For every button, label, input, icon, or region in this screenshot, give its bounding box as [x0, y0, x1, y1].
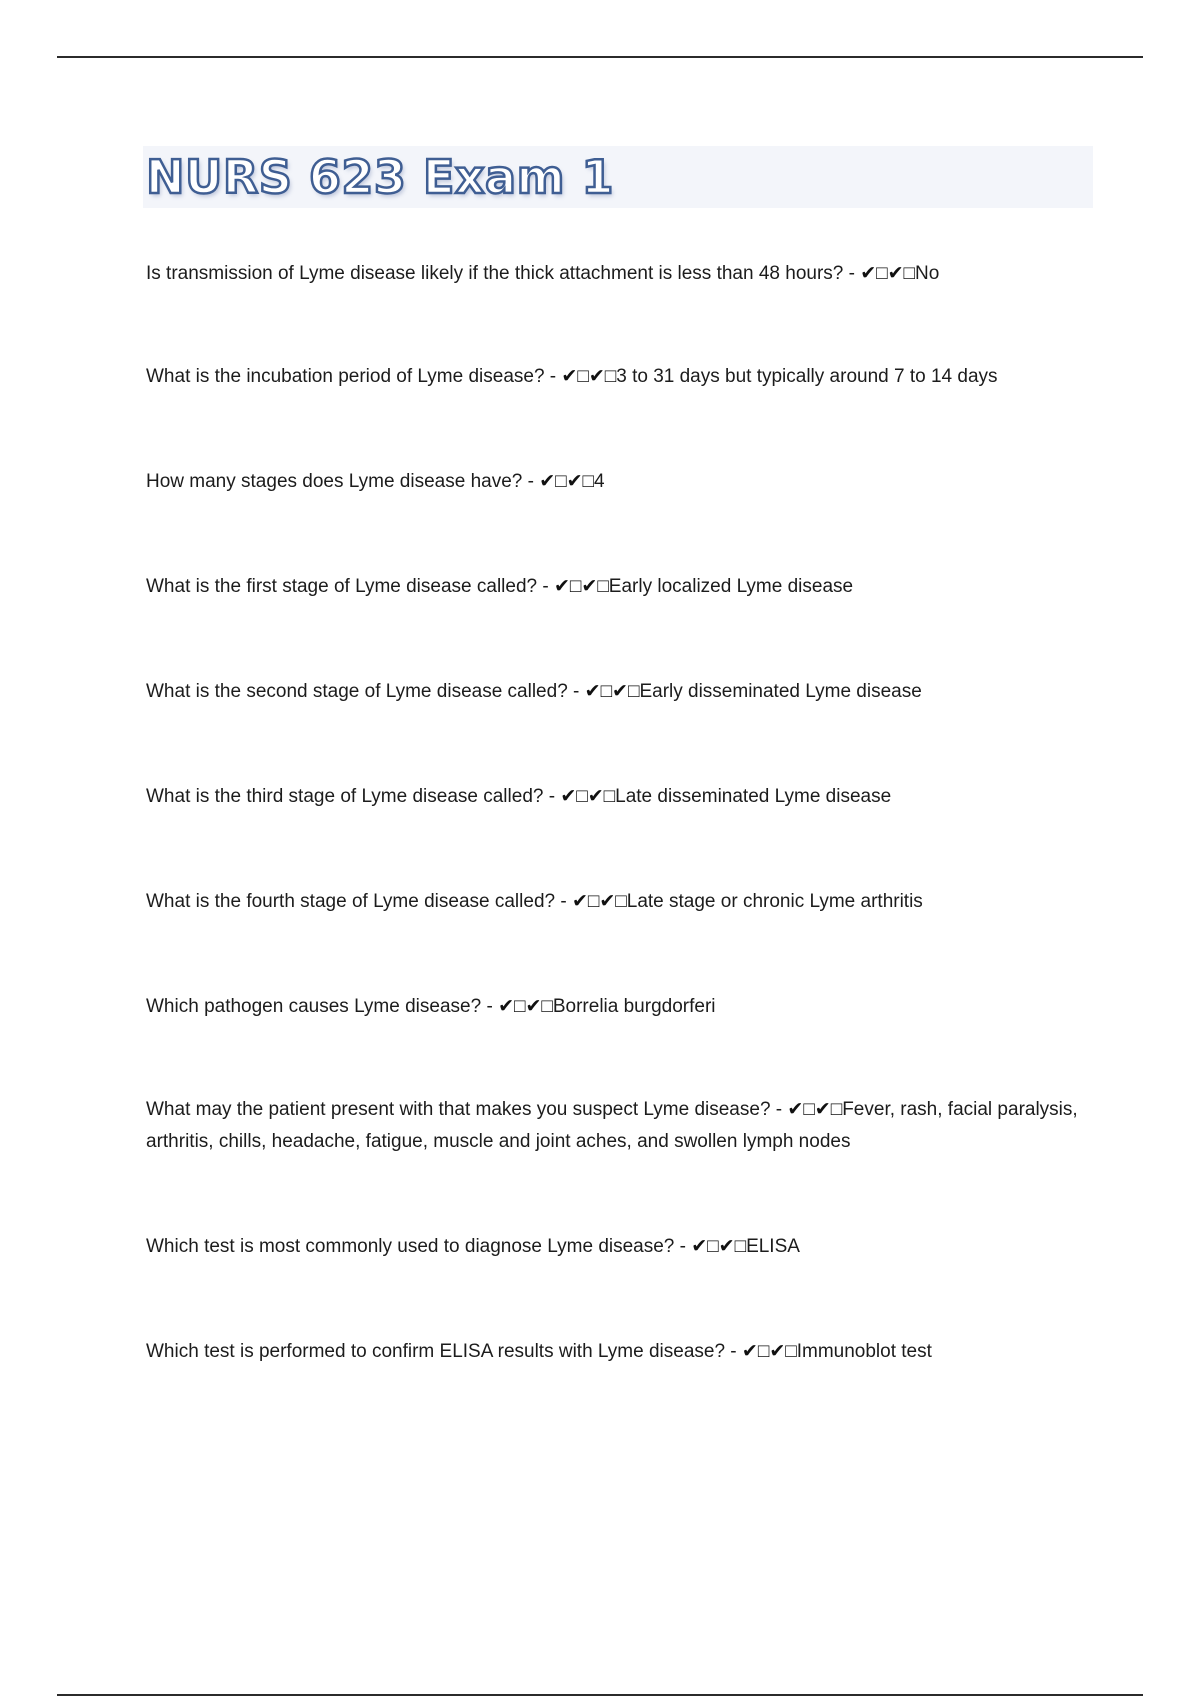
- qa-item: [146, 886, 1096, 918]
- qa-item: [146, 258, 1096, 290]
- answer-text: Early localized Lyme disease: [608, 576, 854, 597]
- check-mark-icon: ✔□✔□: [571, 891, 627, 912]
- question-text: Which pathogen causes Lyme disease?: [146, 996, 482, 1017]
- answer-text: 3 to 31 days but typically around 7 to 14 days: [616, 366, 998, 387]
- question-text: What may the patient present with that makes you suspect Lyme disease?: [146, 1099, 771, 1120]
- qa-item: [146, 676, 1096, 708]
- answer-text: Early disseminated Lyme disease: [639, 681, 922, 702]
- answer-text: No: [915, 263, 940, 284]
- question-text: How many stages does Lyme disease have?: [146, 471, 523, 492]
- separator: -: [481, 996, 499, 1017]
- qa-item: [146, 781, 1096, 813]
- check-mark-icon: ✔□✔□: [561, 366, 617, 387]
- answer-text: Immunoblot test: [796, 1341, 932, 1362]
- separator: -: [543, 786, 561, 807]
- check-mark-icon: ✔□✔□: [584, 681, 640, 702]
- question-text: Which test is performed to confirm ELISA results with Lyme disease?: [146, 1341, 726, 1362]
- answer-text: Borrelia burgdorferi: [552, 996, 716, 1017]
- question-text: What is the third stage of Lyme disease called?: [146, 786, 544, 807]
- qa-item: [146, 466, 1096, 498]
- qa-item: [146, 571, 1096, 603]
- qa-item: [146, 991, 1096, 1023]
- question-text: What is the fourth stage of Lyme disease called?: [146, 891, 556, 912]
- separator: -: [770, 1099, 788, 1120]
- qa-item: [146, 1231, 1096, 1263]
- separator: -: [725, 1341, 742, 1362]
- check-mark-icon: ✔□✔□: [539, 471, 595, 492]
- qa-item: [146, 361, 1096, 393]
- separator: -: [544, 366, 562, 387]
- check-mark-icon: ✔□✔□: [498, 996, 553, 1017]
- question-text: Which test is most commonly used to diagnose Lyme disease?: [146, 1236, 675, 1257]
- separator: -: [522, 471, 540, 492]
- answer-text: 4: [594, 471, 605, 492]
- separator: -: [567, 681, 585, 702]
- document-title: NURS 623 Exam 1: [146, 150, 615, 204]
- separator: -: [674, 1236, 692, 1257]
- check-mark-icon: ✔□✔□: [860, 263, 916, 284]
- check-mark-icon: ✔□✔□: [787, 1099, 843, 1120]
- question-text: What is the incubation period of Lyme disease?: [146, 366, 545, 387]
- page-bottom-rule: [57, 1694, 1143, 1696]
- answer-text: Late stage or chronic Lyme arthritis: [626, 891, 923, 912]
- question-text: Is transmission of Lyme disease likely if the thick attachment is less than 48 hours?: [146, 263, 844, 284]
- question-text: What is the first stage of Lyme disease called?: [146, 576, 538, 597]
- question-text: What is the second stage of Lyme disease called?: [146, 681, 568, 702]
- separator: -: [843, 263, 861, 284]
- answer-text: ELISA: [746, 1236, 800, 1257]
- check-mark-icon: ✔□✔□: [691, 1236, 747, 1257]
- separator: -: [537, 576, 554, 597]
- check-mark-icon: ✔□✔□: [741, 1341, 797, 1362]
- check-mark-icon: ✔□✔□: [560, 786, 616, 807]
- answer-text: Late disseminated Lyme disease: [615, 786, 892, 807]
- answer-text: Fever, rash, facial paralysis, arthritis, chills, headache, fatigue, muscle and joint aches, and swollen lymph nodes: [146, 1099, 1078, 1152]
- qa-item: [146, 1094, 1096, 1158]
- page-top-rule: [57, 56, 1143, 58]
- check-mark-icon: ✔□✔□: [554, 576, 609, 597]
- separator: -: [555, 891, 572, 912]
- qa-item: [146, 1336, 1096, 1368]
